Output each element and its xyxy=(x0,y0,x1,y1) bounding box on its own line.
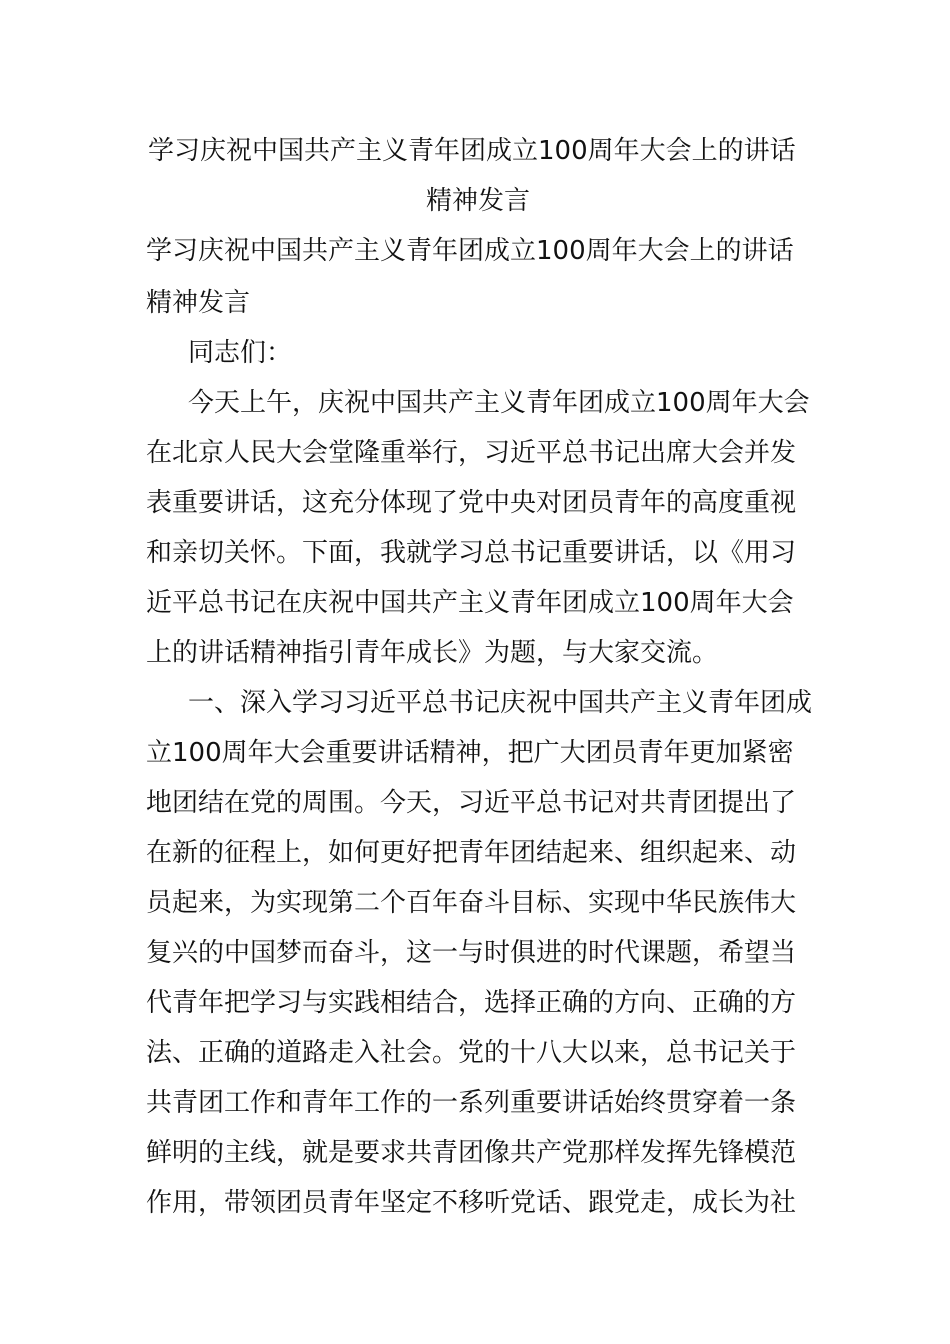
body-line: 代青年把学习与实践相结合，选择正确的方向、正确的方 xyxy=(146,988,797,1018)
body-line: 一、深入学习习近平总书记庆祝中国共产主义青年团成 xyxy=(188,688,813,718)
document-title-line-2: 精神发言 xyxy=(426,186,531,216)
body-line: 鲜明的主线，就是要求共青团像共产党那样发挥先锋模范 xyxy=(146,1138,797,1168)
body-line: 近平总书记在庆祝中国共产主义青年团成立100周年大会 xyxy=(146,588,794,618)
body-line: 学习庆祝中国共产主义青年团成立100周年大会上的讲话 xyxy=(146,236,794,266)
body-line: 地团结在党的周围。今天，习近平总书记对共青团提出了 xyxy=(146,788,797,818)
body-line: 精神发言 xyxy=(146,288,251,318)
body-line: 在北京人民大会堂隆重举行，习近平总书记出席大会并发 xyxy=(146,438,797,468)
body-line: 共青团工作和青年工作的一系列重要讲话始终贯穿着一条 xyxy=(146,1088,797,1118)
body-line: 上的讲话精神指引青年成长》为题，与大家交流。 xyxy=(146,638,719,668)
body-line: 和亲切关怀。下面，我就学习总书记重要讲话，以《用习 xyxy=(146,538,797,568)
salutation: 同志们： xyxy=(188,338,293,368)
body-line: 在新的征程上，如何更好把青年团结起来、组织起来、动 xyxy=(146,838,797,868)
body-line: 复兴的中国梦而奋斗，这一与时俱进的时代课题，希望当 xyxy=(146,938,797,968)
body-line: 表重要讲话，这充分体现了党中央对团员青年的高度重视 xyxy=(146,488,797,518)
body-line: 法、正确的道路走入社会。党的十八大以来，总书记关于 xyxy=(146,1038,797,1068)
body-line: 今天上午，庆祝中国共产主义青年团成立100周年大会 xyxy=(188,388,810,418)
body-line: 员起来，为实现第二个百年奋斗目标、实现中华民族伟大 xyxy=(146,888,797,918)
body-line: 立100周年大会重要讲话精神，把广大团员青年更加紧密 xyxy=(146,738,794,768)
body-line: 作用，带领团员青年坚定不移听党话、跟党走，成长为社 xyxy=(146,1188,797,1218)
document-title-line-1: 学习庆祝中国共产主义青年团成立100周年大会上的讲话 xyxy=(148,136,796,166)
